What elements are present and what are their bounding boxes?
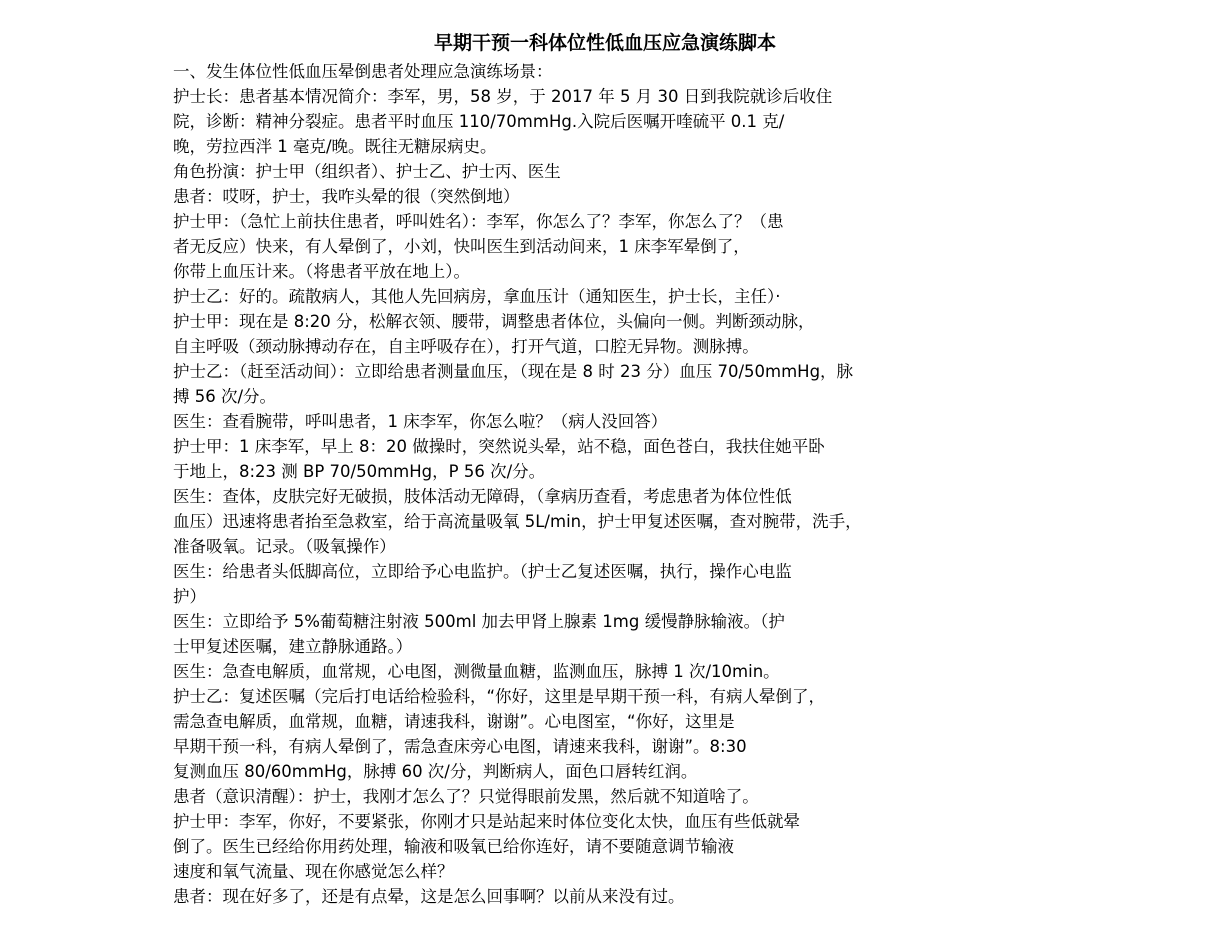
text-line: 护士乙：复述医嘱（完后打电话给检验科，“你好，这里是早期干预一科，有病人晕倒了， — [173, 687, 826, 706]
text-line: 护士乙：好的。疏散病人，其他人先回病房，拿血压计（通知医生，护士长，主任）· — [173, 287, 781, 306]
text-line: 晚，劳拉西泮 1 毫克/晚。既往无糖尿病史。 — [173, 137, 497, 156]
text-line: 角色扮演：护士甲（组织者）、护士乙、护士丙、医生 — [173, 162, 561, 181]
text-line: 自主呼吸（颈动脉搏动存在，自主呼吸存在），打开气道，口腔无异物。测脉搏。 — [173, 337, 759, 356]
document-body — [173, 59, 1203, 909]
text-line: 医生：给患者头低脚高位，立即给予心电监护。（护士乙复述医嘱，执行，操作心电监 — [173, 562, 792, 581]
text-line: 你带上血压计来。（将患者平放在地上）。 — [173, 262, 470, 281]
text-line: 医生：急查电解质，血常规，心电图，测微量血糖，监测血压，脉搏 1 次/10min。 — [173, 662, 780, 681]
text-line: 一、发生体位性低血压晕倒患者处理应急演练场景： — [173, 62, 553, 81]
text-line: 准备吸氧。记录。（吸氧操作） — [173, 537, 396, 556]
text-line: 院，诊断：精神分裂症。患者平时血压 110/70mmHg.入院后医嘱开喹硫平 0.1 克/ — [173, 112, 785, 131]
text-line: 医生：立即给予 5%葡萄糖注射液 500ml 加去甲肾上腺素 1mg 缓慢静脉输液。（护 — [173, 612, 785, 631]
text-line: 患者：现在好多了，还是有点晕，这是怎么回事啊？以前从来没有过。 — [173, 887, 685, 906]
text-line: 士甲复述医嘱，建立静脉通路。） — [173, 637, 413, 656]
text-line: 早期干预一科，有病人晕倒了，需急查床旁心电图，请速来我科，谢谢”。8:30 — [173, 737, 747, 756]
text-line: 搏 56 次/分。 — [173, 387, 277, 406]
text-line: 护士甲：李军，你好，不要紧张，你刚才只是站起来时体位变化太快，血压有些低就晕 — [173, 812, 800, 831]
text-line: 复测血压 80/60mmHg，脉搏 60 次/分，判断病人，面色口唇转红润。 — [173, 762, 698, 781]
text-line: 速度和氧气流量、现在你感觉怎么样？ — [173, 862, 454, 881]
text-line: 于地上，8:23 测 BP 70/50mmHg，P 56 次/分。 — [173, 462, 546, 481]
text-line: 护士甲：现在是 8:20 分，松解衣领、腰带，调整患者体位，头偏向一侧。判断颈动脉， — [173, 312, 815, 331]
text-line: 护士长：患者基本情况简介：李军，男，58 岁，于 2017 年 5 月 30 日到我院就诊后收住 — [173, 87, 833, 106]
text-line: 患者（意识清醒）：护士，我刚才怎么了？只觉得眼前发黑，然后就不知道啥了。 — [173, 787, 759, 806]
text-line: 护） — [173, 587, 206, 606]
text-line: 医生：查看腕带，呼叫患者，1 床李军，你怎么啦？（病人没回答） — [173, 412, 668, 431]
text-line: 护士乙：（赶至活动间）：立即给患者测量血压，（现在是 8 时 23 分）血压 70/50mmHg，脉 — [173, 362, 854, 381]
text-line: 医生：查体，皮肤完好无破损，肢体活动无障碍，（拿病历查看，考虑患者为体位性低 — [173, 487, 792, 506]
text-line: 患者：哎呀，护士，我咋头晕的很（突然倒地） — [173, 187, 520, 206]
text-line: 血压）迅速将患者抬至急救室，给于高流量吸氧 5L/min，护士甲复述医嘱，查对腕带，洗手， — [173, 512, 862, 531]
text-line: 护士甲：（急忙上前扶住患者，呼叫姓名）：李军，你怎么了？李军，你怎么了？（患 — [173, 212, 784, 231]
document-title: 早期干预一科体位性低血压应急演练脚本 — [433, 32, 776, 54]
text-line: 需急查电解质，血常规，血糖，请速我科，谢谢”。心电图室，“你好，这里是 — [173, 712, 735, 731]
text-line: 者无反应）快来，有人晕倒了，小刘，快叫医生到活动间来，1 床李军晕倒了， — [173, 237, 750, 256]
text-line: 倒了。医生已经给你用药处理，输液和吸氧已给你连好，请不要随意调节输液 — [173, 837, 734, 856]
text-line: 护士甲：1 床李军，早上 8：20 做操时，突然说头晕，站不稳，面色苍白，我扶住她平卧 — [173, 437, 825, 456]
